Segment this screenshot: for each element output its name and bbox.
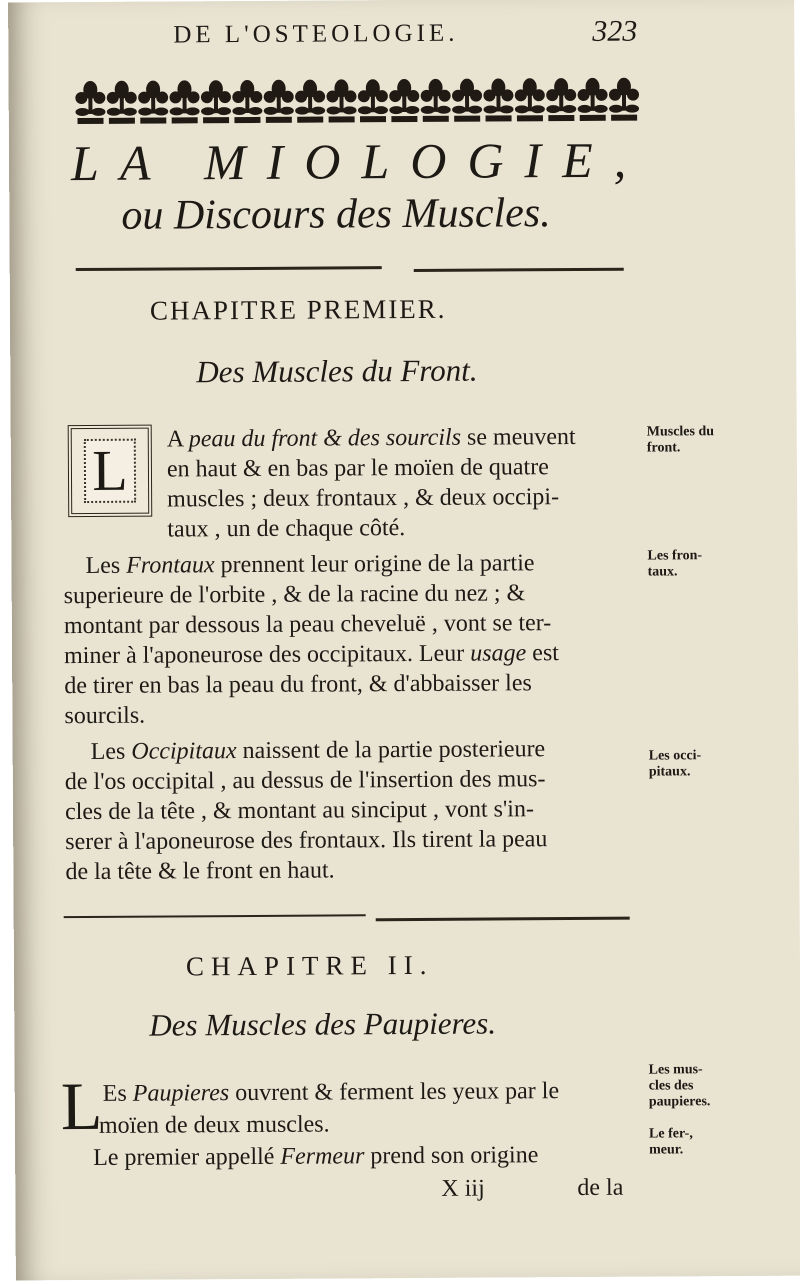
drop-cap-letter: L <box>60 1067 103 1145</box>
signature-mark: X iij <box>441 1175 485 1202</box>
text-line: miner à l'aponeurose des occipitaux. Leur usage est <box>64 640 560 670</box>
drop-cap <box>68 425 153 518</box>
text-line: Le premier appellé Fermeur prend son origine <box>93 1142 539 1171</box>
text-line: serer à l'aponeurose des frontaux. Ils tirent la peau <box>65 826 548 856</box>
text-line: montant par dessous la peau cheveluë , vont se ter- <box>63 610 552 640</box>
margin-note: Les mus- cles des paupieres. <box>648 1062 711 1110</box>
text-line: en haut & en bas par le moïen de quatre <box>166 454 549 483</box>
text-line: de l'os occipital , au dessus de l'insertion des mus- <box>64 766 546 796</box>
book-page <box>8 0 800 1280</box>
fleuron-ornament-icon <box>75 73 640 128</box>
text-line: de la tête & le front en haut. <box>65 857 335 886</box>
drop-cap-letter: L <box>84 439 136 503</box>
margin-note: Muscles du front. <box>646 424 715 456</box>
text-line: cles de la tête , & montant au sinciput , vont s'in- <box>64 796 535 826</box>
text-line: Les Frontaux prennent leur origine de la partie <box>85 550 535 579</box>
text-line: de tirer en bas la peau du front, & d'abbaisser les <box>64 670 532 700</box>
divider-rule <box>414 268 624 272</box>
chapter-subtitle: Des Muscles des Paupieres. <box>149 1005 497 1043</box>
text-line: superieure de l'orbite , & de la racine du nez ; & <box>63 580 526 610</box>
divider-rule <box>376 917 630 922</box>
text-line: Es Paupieres ouvrent & ferment les yeux par le <box>102 1078 560 1107</box>
text-line: muscles ; deux frontaux , & deux occipi- <box>167 484 560 513</box>
text-line: A peau du front & des sourcils se meuvent <box>166 423 576 453</box>
margin-note: Le fer-, meur. <box>648 1126 693 1158</box>
chapter-heading: CHAPITRE II. <box>185 949 434 982</box>
text-line: Les Occipitaux naissent de la partie posterieure <box>90 736 546 765</box>
page-number: 323 <box>592 14 638 48</box>
book-title: LA MIOLOGIE, <box>70 131 648 192</box>
catchword: de la <box>577 1174 624 1201</box>
running-title: DE L'OSTEOLOGIE. <box>173 19 459 49</box>
book-subtitle: ou Discours des Muscles. <box>121 190 551 239</box>
text-line: sourcils. <box>64 702 146 730</box>
text-line: taux , un de chaque côté. <box>167 515 406 543</box>
divider-rule <box>64 914 366 918</box>
chapter-heading: CHAPITRE PREMIER. <box>149 293 447 326</box>
chapter-subtitle: Des Muscles du Front. <box>196 352 478 390</box>
margin-note: Les fron- taux. <box>647 548 703 580</box>
divider-rule <box>76 266 382 271</box>
margin-note: Les occi- pitaux. <box>648 748 702 780</box>
text-line: moïen de deux muscles. <box>98 1111 330 1139</box>
